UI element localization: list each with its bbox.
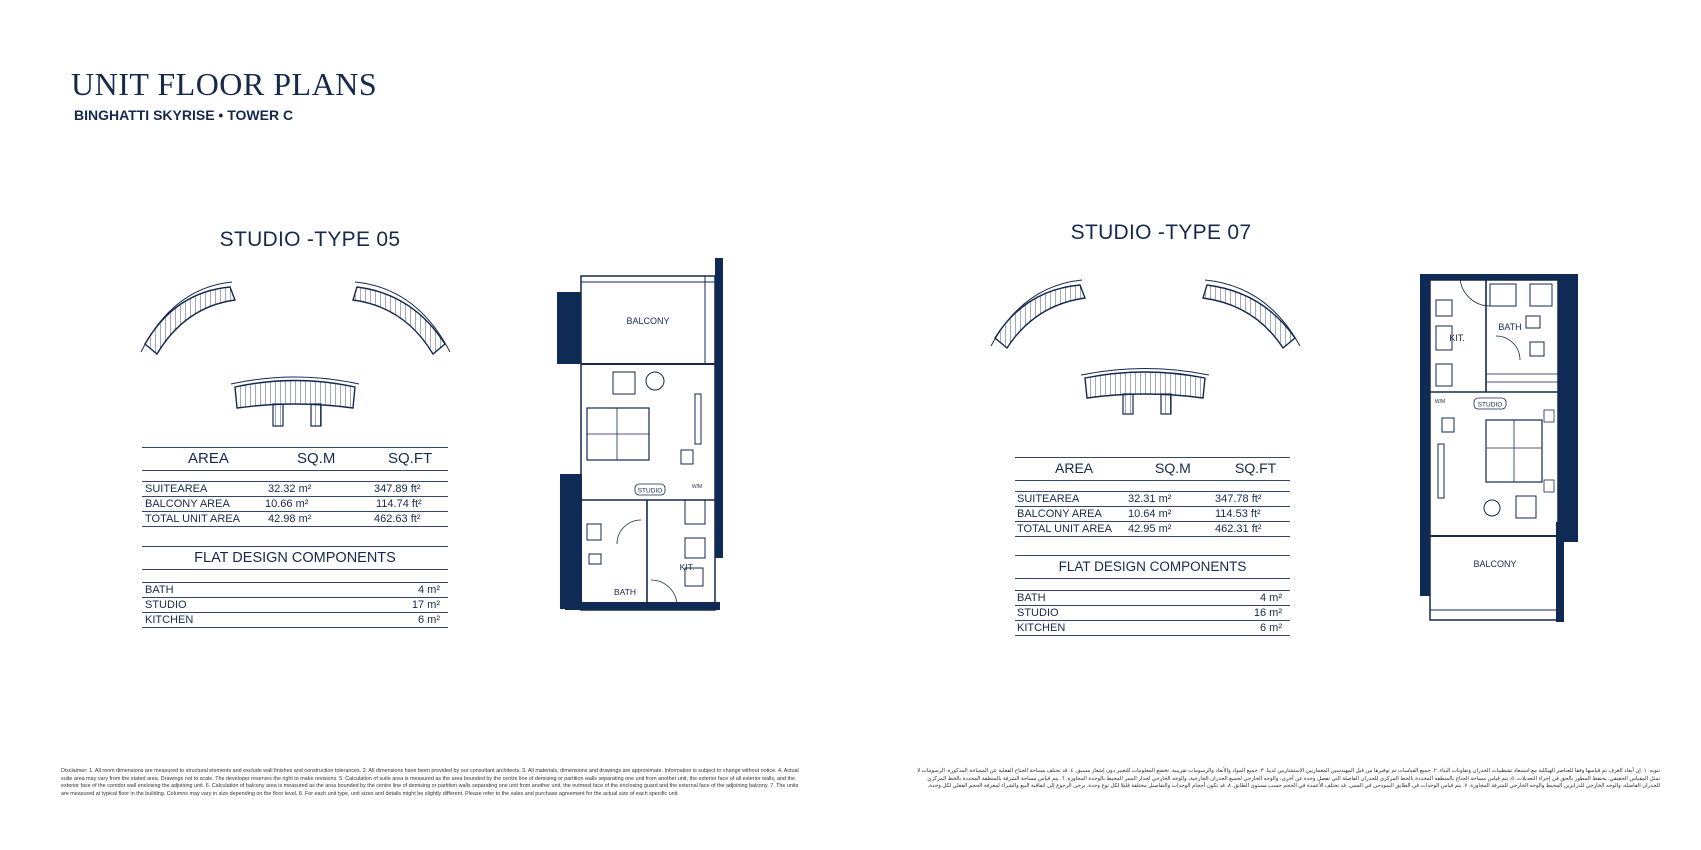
tower-wing-right <box>1203 280 1300 348</box>
table-row <box>1015 522 1290 537</box>
table-row <box>142 512 448 527</box>
table-row <box>142 481 448 497</box>
tower-wing-bottom <box>231 377 359 426</box>
tower-wing-right <box>353 282 450 354</box>
list-item <box>1015 590 1290 606</box>
components-header: FLAT DESIGN COMPONENTS <box>1015 555 1290 579</box>
row-label: TOTAL UNIT AREA <box>1017 523 1112 535</box>
table-row <box>1015 491 1290 507</box>
row-sqft: 114.53 ft² <box>1215 508 1261 520</box>
row-sqft: 114.74 ft² <box>376 498 422 510</box>
floor-plan-type-05 <box>555 254 725 614</box>
tower-wing-bottom <box>1081 369 1209 415</box>
row-label: SUITEAREA <box>145 483 208 495</box>
sqm-header: SQ.M <box>1155 460 1191 476</box>
balcony-label: BALCONY <box>1473 559 1517 569</box>
row-sqm: 42.95 m² <box>1128 523 1172 535</box>
component-name: KITCHEN <box>1017 622 1066 634</box>
component-name: KITCHEN <box>145 614 194 626</box>
list-item <box>142 582 448 598</box>
row-sqm: 32.31 m² <box>1128 493 1172 505</box>
area-table-header <box>142 447 448 471</box>
list-item <box>1015 621 1290 636</box>
kitchen-label: KIT. <box>679 562 695 572</box>
row-sqm: 32.32 m² <box>268 483 312 495</box>
tower-key-plan-type-07 <box>985 280 1305 420</box>
page-subtitle: BINGHATTI SKYRISE • TOWER C <box>74 107 294 123</box>
sqm-header: SQ.M <box>297 450 336 467</box>
component-size: 17 m² <box>411 599 440 611</box>
sqft-header: SQ.FT <box>1235 460 1277 476</box>
row-sqm: 42.98 m² <box>268 513 312 525</box>
table-row <box>1015 507 1290 522</box>
component-size: 4 m² <box>418 584 440 596</box>
component-size: 4 m² <box>1260 592 1282 604</box>
kitchen-label: KIT. <box>1449 333 1465 343</box>
list-item <box>142 613 448 628</box>
row-label: SUITEAREA <box>1017 493 1080 505</box>
table-row <box>142 497 448 512</box>
row-label: TOTAL UNIT AREA <box>145 513 240 525</box>
component-name: STUDIO <box>145 599 187 611</box>
component-name: BATH <box>1017 592 1046 604</box>
unit-title-type-05: STUDIO -TYPE 05 <box>219 228 401 251</box>
list-item <box>142 598 448 613</box>
row-sqm: 10.66 m² <box>265 498 309 510</box>
component-size: 6 m² <box>418 614 440 626</box>
washing-machine-label: W/M <box>691 484 703 490</box>
component-size: 6 m² <box>1260 622 1282 634</box>
sqft-header: SQ.FT <box>388 450 433 467</box>
disclaimer-arabic: تنويه: ١. إن أبعاد الغرف تم قياسها وفقا للعناصر الهيكلية مع استبعاد تشطيبات الجدران وتفاوتات البناء. ٢. جميع القياسات تم توفيرها من قبل المهندسين المعماريين الاستشاريين لدينا. ٣. جميع المواد والأبعاد والرسومات تقريبية. تخضع المعلومات للتغيير دون إشعار مسبق. ٤. قد تختلف مساحة الجناح الفعلية عن المساحة المذكورة. الرسومات لا تمثل المقياس الحقيقي. يحتفظ المطور بالحق في إجراء التعديلات. ٥. يتم قياس مساحة الجناح بالمنطقة المحددة بالخط المركزي للجدران الفاصلة التي تفصل وحدة عن أخرى، والوجه الخارجي لجميع الجدران الخارجية، والوجه الخارجي لجدار الممر المحيط بالوحدة المجاورة. ٦. يتم قياس مساحة الشرفة بالمنطقة المحددة بالخط المركزي للجدران الفاصلة، والوجه الخارجي للدرابزين المحيط والوجه الخارجي للشرفة المجاورة. ٧. يتم قياس الوحدات في الطابق النموذجي في المبنى. قد تختلف الأعمدة في الحجم حسب مستوى الطابق. ٨. قد تكون أحجام الوحدات والتفاصيل مختلفة قليلا لكل نوع وحدة. يرجى الرجوع إلى اتفاقية البيع والشراء لمعرفة الحجم الفعلي لكل وحدة. <box>917 768 1660 790</box>
studio-label: STUDIO <box>637 487 663 495</box>
bath-label: BATH <box>613 587 637 597</box>
tower-key-plan-type-05 <box>135 282 455 432</box>
row-sqm: 10.64 m² <box>1128 508 1172 520</box>
list-item <box>1015 606 1290 621</box>
components-header: FLAT DESIGN COMPONENTS <box>142 546 448 570</box>
page-title: UNIT FLOOR PLANS <box>71 66 378 102</box>
area-header: AREA <box>188 450 229 467</box>
balcony-label: BALCONY <box>626 316 670 326</box>
component-name: BATH <box>145 584 174 596</box>
tower-wing-left <box>991 280 1085 348</box>
area-table-type-05 <box>142 447 448 628</box>
component-name: STUDIO <box>1017 607 1059 619</box>
row-sqft: 462.31 ft² <box>1215 523 1262 535</box>
washing-machine-label: W/M <box>1434 399 1446 405</box>
area-header: AREA <box>1055 460 1094 476</box>
tower-wing-left <box>141 282 235 354</box>
floor-plan-type-07 <box>1420 270 1590 640</box>
component-size: 16 m² <box>1253 607 1282 619</box>
row-label: BALCONY AREA <box>1017 508 1102 520</box>
disclaimer-english: Disclaimer: 1. All room dimensions are measured to structural elements and exclude wall finishes and construction tolerances. 2. All dimensions have been provided by our consultant architects. 3. All materials, dimensions and drawings are approximate. Information is subject to change without notice. 4. Actual suite area may vary from the stated area. Drawings not to scale. The developer reserves the right to make revisions. 5. Calculation of suite area is measured as the area bounded by the centre line of demising or partition walls separating one unit from another unit, the exterior face of all exterior walls, and the exterior face of the corridor wall enclosing the adjoining unit. 6. Calculation of balcony area is measured as the area bounded by the centre line of demising or partition walls separating one unit from another unit, the outmost face of the enclosing guard and the external face of the adjoining balcony. 7. The units are measured at typical floor in the building. Columns may vary in size depending on the floor level. 8. For each unit type, unit sizes and details might be slightly different. Please refer to the sales and purchase agreement for the actual size of each specific unit. <box>61 768 799 797</box>
row-label: BALCONY AREA <box>145 498 230 510</box>
row-sqft: 462.63 ft² <box>374 513 421 525</box>
unit-title-type-07: STUDIO -TYPE 07 <box>1070 221 1252 244</box>
area-table-header <box>1015 457 1290 481</box>
bath-label: BATH <box>1498 322 1522 332</box>
studio-label: STUDIO <box>1477 401 1503 409</box>
area-table-type-07 <box>1015 457 1290 636</box>
row-sqft: 347.89 ft² <box>374 483 421 495</box>
row-sqft: 347.78 ft² <box>1215 493 1262 505</box>
